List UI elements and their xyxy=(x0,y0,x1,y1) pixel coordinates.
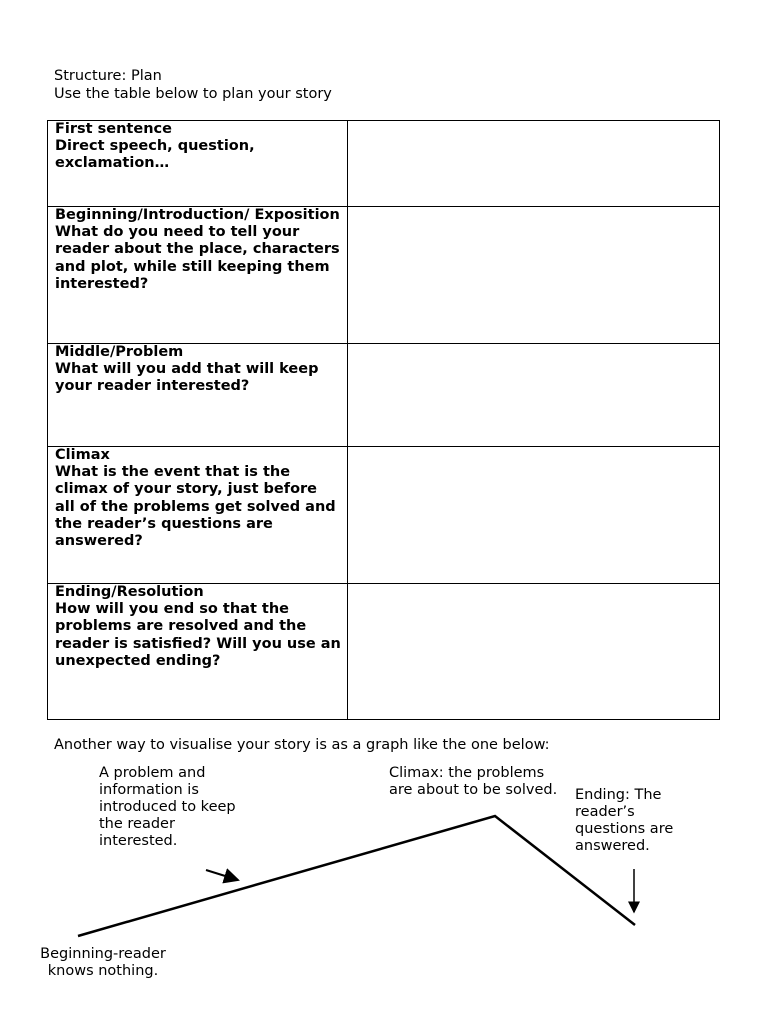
problem-label: A problem and information is introduced to keep the reader interested. xyxy=(99,765,236,849)
page-subtitle: Use the table below to plan your story xyxy=(54,86,332,102)
problem-arrow-icon xyxy=(206,870,238,880)
row-prompt: What will you add that will keep your reader interested? xyxy=(55,361,319,395)
beginning-label: Beginning-reader knows nothing. xyxy=(40,946,166,979)
row-heading: Middle/Problem xyxy=(55,344,184,360)
row-prompt: What is the event that is the climax of your story, just before all of the problems get solved and the reader’s questions are answered? xyxy=(55,464,336,550)
row-heading: Beginning/Introduction/ Exposition xyxy=(55,207,340,223)
story-arc-line xyxy=(78,816,635,936)
graph-intro: Another way to visualise your story is as a graph like the one below: xyxy=(54,737,550,753)
ending-label: Ending: The reader’s questions are answered. xyxy=(575,787,674,854)
row-prompt: What do you need to tell your reader about the place, characters and plot, while still keeping them interested? xyxy=(55,224,340,292)
climax-label: Climax: the problems are about to be solved. xyxy=(389,765,558,798)
row-heading: First sentence xyxy=(55,121,172,137)
row-heading: Climax xyxy=(55,447,110,463)
row-prompt: Direct speech, question, exclamation… xyxy=(55,138,255,172)
row-heading: Ending/Resolution xyxy=(55,584,204,600)
page-title: Structure: Plan xyxy=(54,68,162,84)
row-prompt: How will you end so that the problems are resolved and the reader is satisfied? Will you use an unexpected ending? xyxy=(55,601,341,669)
